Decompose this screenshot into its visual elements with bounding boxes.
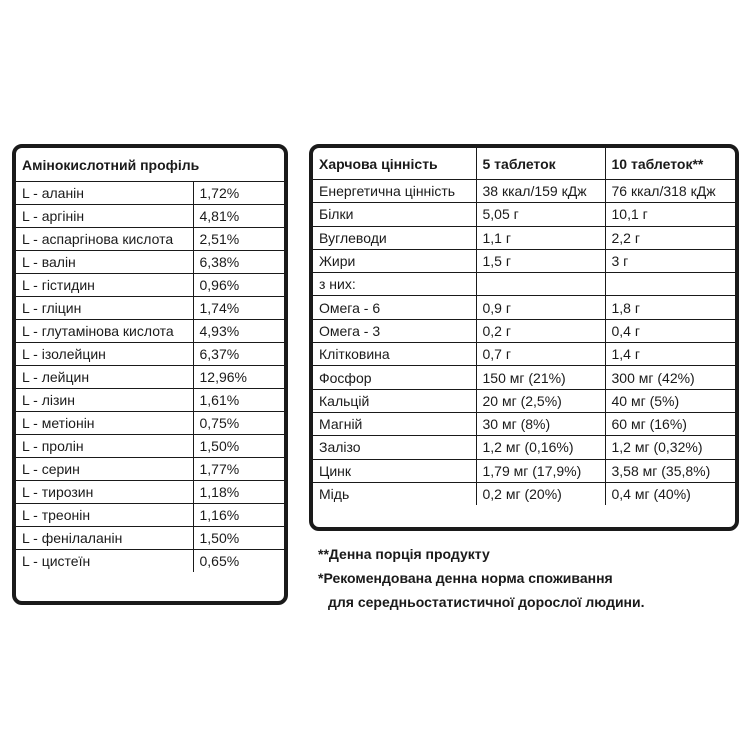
nutrition-header-label: Харчова цінність [313,148,476,180]
nutrient-name: Залізо [313,436,476,459]
amino-acid-name: L - треонін [16,504,193,527]
nutrient-name: Омега - 6 [313,296,476,319]
amino-acid-percent: 1,50% [193,435,284,458]
table-row [16,274,284,297]
table-row [16,205,284,228]
amino-acid-percent: 1,50% [193,527,284,550]
table-row [16,435,284,458]
table-row [16,550,284,573]
table-row [16,527,284,550]
footnotes [318,542,738,614]
footnote-daily-portion: **Денна порція продукту [318,546,490,562]
amino-acid-name: L - аргінін [16,205,193,228]
table-row [313,296,735,319]
nutrient-10-tablets: 1,8 г [605,296,735,319]
amino-acid-name: L - лейцин [16,366,193,389]
nutrient-5-tablets: 20 мг (2,5%) [476,389,605,412]
nutrient-5-tablets: 30 мг (8%) [476,412,605,435]
nutrient-5-tablets: 0,7 г [476,343,605,366]
table-row [313,319,735,342]
amino-acid-percent: 12,96% [193,366,284,389]
amino-acid-name: L - аспаргінова кислота [16,228,193,251]
table-row [16,297,284,320]
amino-table-body [16,182,284,573]
nutrient-name: Жири [313,249,476,272]
amino-acid-percent: 2,51% [193,228,284,251]
amino-acid-name: L - тирозин [16,481,193,504]
amino-acid-percent: 0,96% [193,274,284,297]
amino-acid-percent: 1,16% [193,504,284,527]
table-row [16,366,284,389]
nutrient-5-tablets: 1,5 г [476,249,605,272]
nutrition-header-5-tablets: 5 таблеток [476,148,605,180]
table-row [16,458,284,481]
nutrition-header-10-tablets: 10 таблеток** [605,148,735,180]
table-row [16,320,284,343]
amino-acid-name: L - валін [16,251,193,274]
table-row [313,180,735,203]
amino-acid-percent: 1,77% [193,458,284,481]
amino-acid-percent: 0,75% [193,412,284,435]
nutrient-name: Омега - 3 [313,319,476,342]
table-row [313,203,735,226]
amino-acid-percent: 6,37% [193,343,284,366]
nutrient-5-tablets: 150 мг (21%) [476,366,605,389]
amino-acid-name: L - гістидин [16,274,193,297]
table-row [16,182,284,205]
table-row [16,481,284,504]
nutrient-10-tablets: 3 г [605,249,735,272]
nutrient-5-tablets: 38 ккал/159 кДж [476,180,605,203]
nutrient-10-tablets: 300 мг (42%) [605,366,735,389]
footnote-adult: для середньостатистичної дорослої людини. [328,594,645,610]
amino-acid-name: L - метіонін [16,412,193,435]
nutrient-name: Вуглеводи [313,226,476,249]
nutrient-name: Кальцій [313,389,476,412]
table-row [16,504,284,527]
table-row [313,412,735,435]
amino-acid-name: L - лізин [16,389,193,412]
table-row [313,343,735,366]
nutrient-10-tablets: 1,4 г [605,343,735,366]
nutrient-10-tablets: 2,2 г [605,226,735,249]
amino-table-title: Амінокислотний профіль [16,148,284,182]
amino-acid-percent: 1,18% [193,481,284,504]
table-row [313,459,735,482]
amino-acid-name: L - глутамінова кислота [16,320,193,343]
table-row [16,389,284,412]
table-row [16,343,284,366]
nutrition-table [313,148,735,505]
amino-acid-name: L - серин [16,458,193,481]
amino-acid-name: L - ізолейцин [16,343,193,366]
nutrient-10-tablets: 76 ккал/318 кДж [605,180,735,203]
table-row [313,249,735,272]
nutrient-10-tablets: 60 мг (16%) [605,412,735,435]
nutrient-10-tablets: 40 мг (5%) [605,389,735,412]
amino-acid-percent: 4,81% [193,205,284,228]
nutrient-5-tablets: 1,1 г [476,226,605,249]
table-row [313,482,735,505]
nutrient-10-tablets: 10,1 г [605,203,735,226]
table-row [313,273,735,296]
nutrient-5-tablets: 1,79 мг (17,9%) [476,459,605,482]
table-row [313,436,735,459]
table-row [16,251,284,274]
nutrient-name: з них: [313,273,476,296]
nutrient-name: Білки [313,203,476,226]
amino-acid-percent: 1,61% [193,389,284,412]
nutrient-5-tablets: 5,05 г [476,203,605,226]
amino-acid-profile-panel [12,144,288,605]
nutrient-name: Енергетична цінність [313,180,476,203]
nutrient-5-tablets: 0,2 мг (20%) [476,482,605,505]
nutrition-table-body [313,180,735,506]
amino-acid-name: L - пролін [16,435,193,458]
amino-acid-percent: 1,74% [193,297,284,320]
amino-acid-name: L - цистеїн [16,550,193,573]
amino-acid-name: L - фенілаланін [16,527,193,550]
nutrient-name: Цинк [313,459,476,482]
table-row [16,412,284,435]
table-row [313,226,735,249]
nutrient-name: Мідь [313,482,476,505]
amino-acid-table [16,148,284,572]
nutrition-header-row [313,148,735,180]
table-row [313,366,735,389]
nutrient-10-tablets: 3,58 мг (35,8%) [605,459,735,482]
footnote-recommended-norm: *Рекомендована денна норма споживання [318,570,613,586]
nutrition-facts-panel [309,144,739,531]
nutrient-name: Клітковина [313,343,476,366]
nutrient-5-tablets: 0,9 г [476,296,605,319]
table-row [16,228,284,251]
amino-acid-percent: 6,38% [193,251,284,274]
nutrient-5-tablets [476,273,605,296]
nutrient-10-tablets: 0,4 мг (40%) [605,482,735,505]
nutrient-10-tablets: 0,4 г [605,319,735,342]
amino-acid-name: L - аланін [16,182,193,205]
amino-header-row [16,148,284,182]
nutrient-name: Фосфор [313,366,476,389]
table-row [313,389,735,412]
nutrient-5-tablets: 0,2 г [476,319,605,342]
nutrient-10-tablets: 1,2 мг (0,32%) [605,436,735,459]
amino-acid-percent: 1,72% [193,182,284,205]
nutrient-name: Магній [313,412,476,435]
nutrient-5-tablets: 1,2 мг (0,16%) [476,436,605,459]
amino-acid-percent: 0,65% [193,550,284,573]
amino-acid-percent: 4,93% [193,320,284,343]
amino-acid-name: L - гліцин [16,297,193,320]
nutrient-10-tablets [605,273,735,296]
